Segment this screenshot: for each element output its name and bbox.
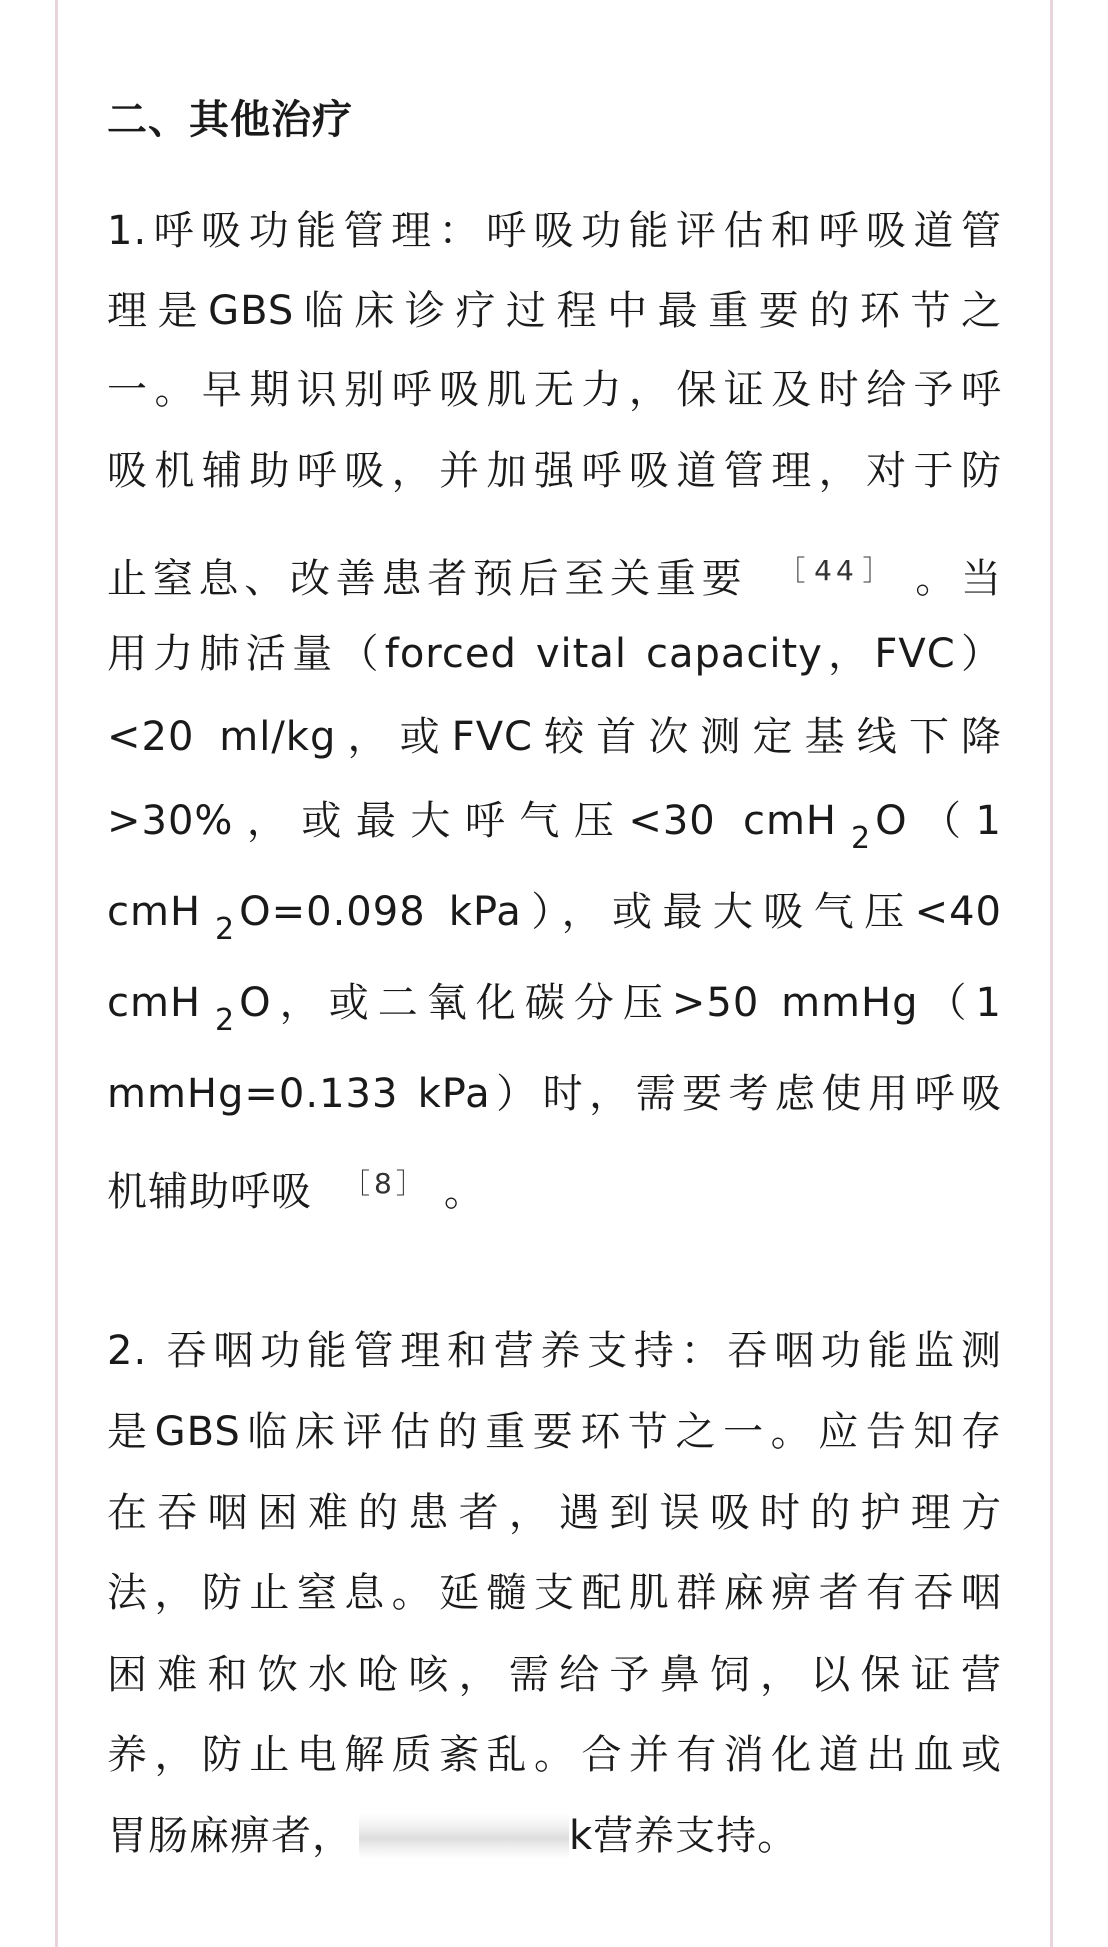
subscript: 2 [215,1003,236,1038]
paragraph-line [107,1808,1002,1864]
subscript: 2 [215,912,236,947]
paragraph-line: <20 ml/kg，或FVC较首次测定基线下降 [107,714,1002,760]
paragraph-line: 一。早期识别呼吸肌无力，保证及时给予呼 [107,367,1002,413]
text-run: 。 [443,1169,485,1215]
paragraph-line: 吸机辅助呼吸，并加强呼吸道管理，对于防 [107,448,1002,494]
text-run: k营养支持。 [569,1813,799,1859]
text-run: cmH [107,889,202,935]
text-run: 胃肠麻痹者， [107,1813,353,1859]
paragraph-line: 理是GBS临床诊疗过程中最重要的环节之 [107,288,1002,334]
text-run: O（1 [875,798,1002,844]
paragraph-line: 用力肺活量（forced vital capacity，FVC） [107,631,1002,677]
text-run: O，或二氧化碳分压>50 mmHg（1 [239,980,1002,1026]
paragraph-line [107,1156,1002,1215]
citation-ref[interactable]: ［44］ [777,554,886,587]
page-border-right [1050,0,1053,1947]
paragraph-line [107,884,1002,947]
text-run: cmH [107,980,202,1026]
paragraph-line: mmHg=0.133 kPa）时，需要考虑使用呼吸 [107,1071,1002,1117]
paragraph-line: 困难和饮水呛咳，需给予鼻饲，以保证营 [107,1652,1002,1698]
redacted-blur [359,1813,569,1859]
paragraph-line: 在吞咽困难的患者，遇到误吸时的护理方 [107,1490,1002,1536]
paragraph-line: 1.呼吸功能管理：呼吸功能评估和呼吸道管 [107,208,1002,254]
paragraph-line [107,543,1002,602]
text-run: 。当 [915,556,1002,602]
subscript: 2 [850,821,872,856]
paragraph-line [107,975,1002,1038]
text-run: O=0.098 kPa），或最大吸气压<40 [239,889,1002,935]
text-run: 止窒息、改善患者预后至关重要 [107,556,748,602]
citation-ref[interactable]: ［8］ [342,1167,414,1200]
paragraph-line: 养，防止电解质紊乱。合并有消化道出血或 [107,1732,1002,1778]
paragraph-line: 2. 吞咽功能管理和营养支持：吞咽功能监测 [107,1328,1002,1374]
section-heading: 二、其他治疗 [107,97,353,143]
text-run: >30%，或最大呼气压<30 cmH [107,798,837,844]
paragraph-line [107,793,1002,856]
paragraph-line: 是GBS临床评估的重要环节之一。应告知存 [107,1409,1002,1455]
text-run: 机辅助呼吸 [107,1169,312,1215]
paragraph-line: 法，防止窒息。延髓支配肌群麻痹者有吞咽 [107,1570,1002,1616]
page-border-left [55,0,58,1947]
